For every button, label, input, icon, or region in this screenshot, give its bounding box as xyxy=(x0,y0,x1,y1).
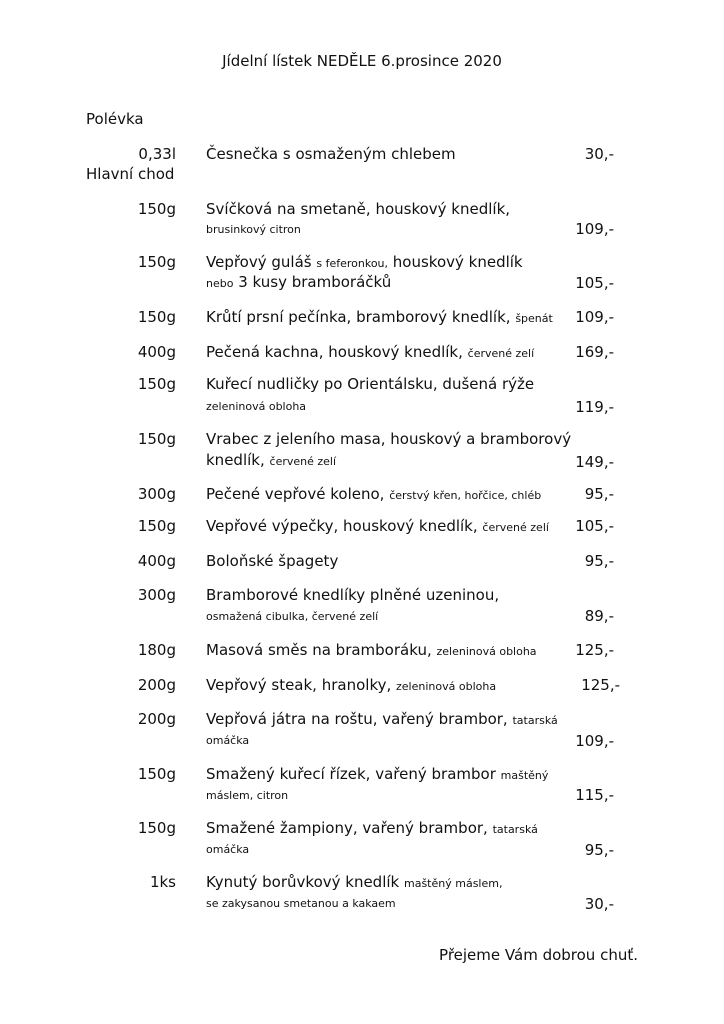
item-side: zeleninová obloha xyxy=(206,400,307,413)
menu-title: Jídelní lístek NEDĚLE 6.prosince 2020 xyxy=(222,52,502,70)
item-price: 125,- xyxy=(581,676,620,694)
item-portion: 180g xyxy=(137,641,176,659)
section-soup: Polévka xyxy=(86,110,144,128)
item-name: Boloňské špagety xyxy=(206,552,339,570)
item-price: 119,- xyxy=(575,398,614,416)
item-price: 125,- xyxy=(575,641,614,659)
item-price: 95,- xyxy=(584,552,614,570)
item-name: Vepřové výpečky, houskový knedlík, červené zelí xyxy=(206,517,549,535)
item-price: 109,- xyxy=(575,220,614,238)
item-side: osmažená cibulka, červené zelí xyxy=(206,610,379,623)
item-price: 95,- xyxy=(584,841,614,859)
item-portion: 150g xyxy=(137,308,176,326)
item-side: se zakysanou smetanou a kakaem xyxy=(206,897,396,910)
item-name: Svíčková na smetaně, houskový knedlík, xyxy=(206,200,511,218)
item-side: omáčka xyxy=(206,734,250,747)
item-portion: 150g xyxy=(137,430,176,448)
item-name: Kynutý borůvkový knedlík maštěný máslem, xyxy=(206,873,503,891)
item-portion: 150g xyxy=(137,517,176,535)
item-price: 30,- xyxy=(584,145,614,163)
item-price: 105,- xyxy=(575,274,614,292)
item-name: Vepřový guláš s feferonkou, houskový knedlík xyxy=(206,253,523,271)
item-name-line2: knedlík, červené zelí xyxy=(206,451,337,469)
item-portion: 150g xyxy=(137,200,176,218)
item-name: Smažené žampiony, vařený brambor, tatarská xyxy=(206,819,538,837)
item-name: Krůtí prsní pečínka, bramborový knedlík, špenát xyxy=(206,308,553,326)
item-portion: 200g xyxy=(137,676,176,694)
item-price: 105,- xyxy=(575,517,614,535)
item-name: Kuřecí nudličky po Orientálsku, dušená rýže xyxy=(206,375,535,393)
item-portion: 300g xyxy=(137,586,176,604)
item-name: Vepřová játra na roštu, vařený brambor, tatarská xyxy=(206,710,558,728)
item-portion: 150g xyxy=(137,765,176,783)
item-name: Vepřový steak, hranolky, zeleninová obloha xyxy=(206,676,497,694)
item-portion: 400g xyxy=(137,343,176,361)
section-main: Hlavní chod xyxy=(86,165,175,183)
item-side: omáčka xyxy=(206,843,250,856)
closing-wish: Přejeme Vám dobrou chuť. xyxy=(439,946,638,964)
item-portion: 200g xyxy=(137,710,176,728)
item-price: 109,- xyxy=(575,732,614,750)
item-portion: 150g xyxy=(137,819,176,837)
item-name: Česnečka s osmaženým chlebem xyxy=(206,145,456,163)
item-side: brusinkový citron xyxy=(206,223,301,236)
item-side: máslem, citron xyxy=(206,789,289,802)
item-name-line2: nebo 3 kusy bramboráčků xyxy=(206,273,392,291)
item-price: 109,- xyxy=(575,308,614,326)
item-portion: 150g xyxy=(137,375,176,393)
item-name: Bramborové knedlíky plněné uzeninou, xyxy=(206,586,500,604)
item-price: 30,- xyxy=(584,895,614,913)
item-portion: 1ks xyxy=(149,873,176,891)
item-name: Masová směs na bramboráku, zeleninová obloha xyxy=(206,641,537,659)
item-price: 149,- xyxy=(575,453,614,471)
item-portion: 0,33l xyxy=(138,145,176,163)
item-portion: 150g xyxy=(137,253,176,271)
item-price: 89,- xyxy=(584,607,614,625)
item-name: Vrabec z jeleního masa, houskový a bramborový xyxy=(206,430,572,448)
item-portion: 300g xyxy=(137,485,176,503)
item-name: Pečená kachna, houskový knedlík, červené zelí xyxy=(206,343,535,361)
item-price: 169,- xyxy=(575,343,614,361)
item-name: Pečené vepřové koleno, čerstvý křen, hořčice, chléb xyxy=(206,485,542,503)
item-name: Smažený kuřecí řízek, vařený brambor maštěný xyxy=(206,765,549,783)
item-portion: 400g xyxy=(137,552,176,570)
item-price: 115,- xyxy=(575,786,614,804)
item-price: 95,- xyxy=(584,485,614,503)
